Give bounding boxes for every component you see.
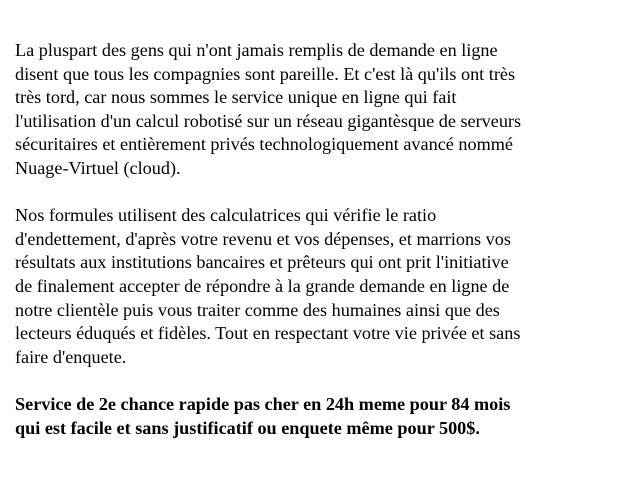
text-line: sécuritaires et entièrement privés technologiquement avancé nommé (15, 134, 513, 155)
text-line-bold: Service de 2e chance rapide pas cher en 24h meme pour 84 mois (15, 393, 511, 414)
paragraph-intro (15, 39, 627, 181)
text-line: lecteurs éduqués et fidèles. Tout en respectant votre vie privée et sans (15, 323, 521, 344)
text-line: Nos formules utilisent des calculatrices qui vérifie le ratio (15, 205, 437, 226)
text-line: d'endettement, d'après votre revenu et vos dépenses, et marrions vos (15, 228, 511, 249)
text-line: résultats aux institutions bancaires et prêteurs qui ont prit l'initiative (15, 252, 509, 273)
text-line: Nuage-Virtuel (cloud). (15, 157, 181, 178)
text-line: disent que tous les compagnies sont pareille. Et c'est là qu'ils ont très (15, 63, 516, 84)
text-line: notre clientèle puis vous traiter comme des humaines ainsi que des (15, 299, 500, 320)
text-line-bold: qui est facile et sans justificatif ou enquete même pour 500$. (15, 417, 480, 438)
text-line: de finalement accepter de répondre à la grande demande en ligne de (15, 275, 510, 296)
paragraph-formulas (15, 204, 627, 369)
paragraph-offer (15, 393, 627, 440)
text-line: faire d'enquete. (15, 346, 127, 367)
text-line: très tord, car nous sommes le service unique en ligne qui fait (15, 87, 457, 108)
document-body (15, 39, 627, 440)
text-line: l'utilisation d'un calcul robotisé sur un réseau gigantèsque de serveurs (15, 110, 522, 131)
text-line: La pluspart des gens qui n'ont jamais remplis de demande en ligne (15, 40, 498, 60)
